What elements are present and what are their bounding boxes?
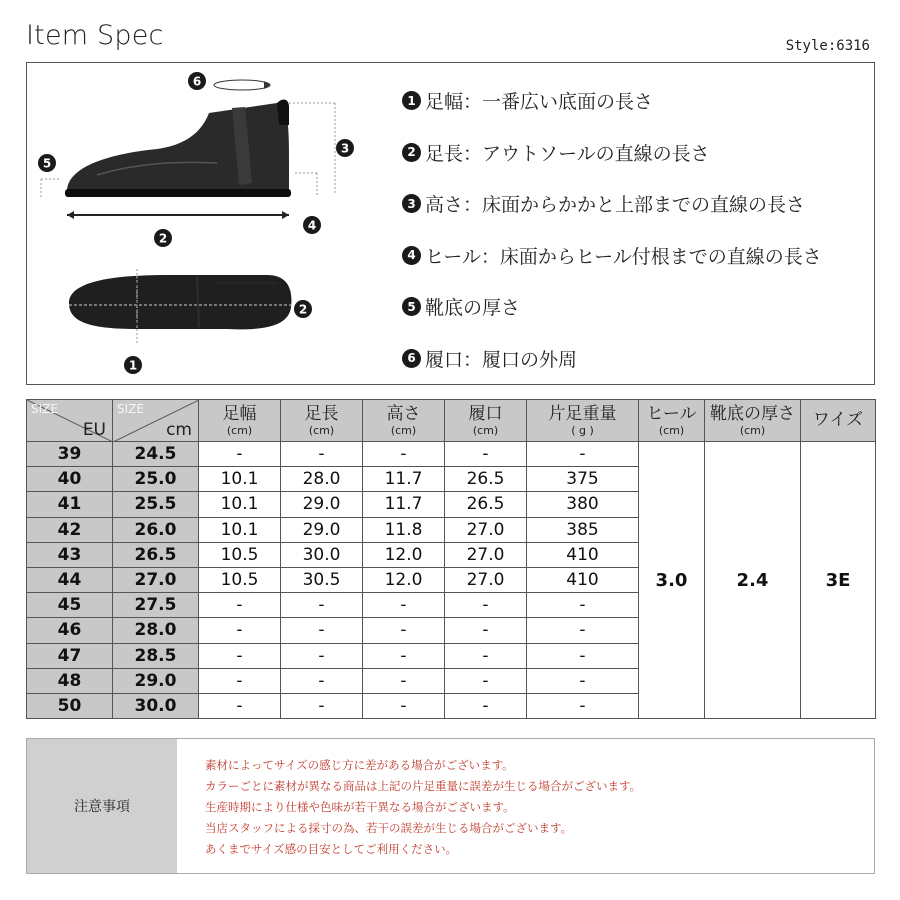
eu-size-cell: 47 xyxy=(27,643,113,668)
column-header: 足長 (cm) xyxy=(281,400,363,442)
column-header: 高さ (cm) xyxy=(363,400,445,442)
table-cell: 10.5 xyxy=(199,567,281,592)
table-cell: - xyxy=(199,593,281,618)
table-cell: 11.8 xyxy=(363,517,445,542)
table-cell: - xyxy=(445,618,527,643)
table-cell: - xyxy=(527,618,639,643)
svg-text:1: 1 xyxy=(128,358,138,373)
notes-body xyxy=(177,739,874,873)
style-code: Style:6316 xyxy=(785,38,870,54)
eu-size-cell: 50 xyxy=(27,693,113,718)
cm-size-cell: 27.0 xyxy=(113,567,199,592)
table-cell: - xyxy=(199,618,281,643)
eu-size-cell: 41 xyxy=(27,492,113,517)
table-cell: - xyxy=(527,693,639,718)
table-cell: 10.1 xyxy=(199,467,281,492)
table-cell: 11.7 xyxy=(363,492,445,517)
number-badge: 3 xyxy=(402,194,421,213)
table-cell: 27.0 xyxy=(445,567,527,592)
table-cell: 375 xyxy=(527,467,639,492)
legend-item xyxy=(402,281,872,333)
note-line: 素材によってサイズの感じ方に差がある場合がございます。 xyxy=(205,758,514,772)
cm-size-cell: 24.5 xyxy=(113,442,199,467)
cm-size-header: SIZE cm xyxy=(113,400,199,442)
svg-text:4: 4 xyxy=(307,218,317,233)
number-badge: 6 xyxy=(402,349,421,368)
table-cell: - xyxy=(527,668,639,693)
column-header: 履口 (cm) xyxy=(445,400,527,442)
table-cell: 30.5 xyxy=(281,567,363,592)
table-cell: - xyxy=(363,668,445,693)
legend-text: 高さ：床面からかかと上部までの直線の長さ xyxy=(425,194,806,217)
cm-size-cell: 25.0 xyxy=(113,467,199,492)
eu-size-cell: 44 xyxy=(27,567,113,592)
table-cell: - xyxy=(527,442,639,467)
table-header-row xyxy=(27,400,876,442)
table-cell: 26.5 xyxy=(445,492,527,517)
table-cell: 28.0 xyxy=(281,467,363,492)
table-cell: 10.1 xyxy=(199,492,281,517)
table-cell: 10.5 xyxy=(199,542,281,567)
legend-item xyxy=(402,333,872,385)
table-cell: - xyxy=(281,593,363,618)
table-cell: - xyxy=(199,693,281,718)
table-cell: - xyxy=(445,593,527,618)
notes-label: 注意事項 xyxy=(27,739,177,873)
width-cell: 3E xyxy=(801,442,876,719)
svg-text:2: 2 xyxy=(298,302,308,317)
eu-size-cell: 42 xyxy=(27,517,113,542)
table-cell: 29.0 xyxy=(281,492,363,517)
table-cell: - xyxy=(281,643,363,668)
legend-text: 履口：履口の外周 xyxy=(425,348,578,371)
cm-size-cell: 28.0 xyxy=(113,618,199,643)
table-cell: 11.7 xyxy=(363,467,445,492)
column-header: ヒール (cm) xyxy=(639,400,705,442)
eu-size-header: SIZE EU xyxy=(27,400,113,442)
table-cell: - xyxy=(199,668,281,693)
table-cell: 10.1 xyxy=(199,517,281,542)
legend-item xyxy=(402,127,872,179)
note-line: 当店スタッフによる採寸の為、若干の誤差が生じる場合がございます。 xyxy=(205,821,573,835)
measurement-legend xyxy=(402,75,872,384)
table-row xyxy=(27,442,876,467)
svg-text:2: 2 xyxy=(158,231,168,246)
column-header: ワイズ xyxy=(801,400,876,442)
heel-cell: 3.0 xyxy=(639,442,705,719)
spec-diagram-box xyxy=(26,62,875,385)
eu-size-cell: 43 xyxy=(27,542,113,567)
eu-size-cell: 39 xyxy=(27,442,113,467)
shoe-sole-view xyxy=(69,275,291,329)
cm-size-cell: 28.5 xyxy=(113,643,199,668)
table-cell: - xyxy=(445,668,527,693)
eu-size-cell: 46 xyxy=(27,618,113,643)
note-line: あくまでサイズ感の目安としてご利用ください。 xyxy=(205,842,458,856)
table-cell: 27.0 xyxy=(445,542,527,567)
cm-size-cell: 27.5 xyxy=(113,593,199,618)
table-cell: 29.0 xyxy=(281,517,363,542)
legend-text: 靴底の厚さ xyxy=(425,297,521,320)
shoe-side-view xyxy=(65,100,291,197)
column-header: 足幅 (cm) xyxy=(199,400,281,442)
table-cell: - xyxy=(281,618,363,643)
table-cell: 410 xyxy=(527,542,639,567)
table-cell: 12.0 xyxy=(363,567,445,592)
table-cell: - xyxy=(363,643,445,668)
legend-text: ヒール：床面からヒール付根までの直線の長さ xyxy=(425,245,822,268)
table-cell: - xyxy=(363,618,445,643)
column-header: 片足重量 ( g ) xyxy=(527,400,639,442)
table-cell: 385 xyxy=(527,517,639,542)
table-cell: 26.5 xyxy=(445,467,527,492)
table-cell: - xyxy=(363,442,445,467)
table-cell: - xyxy=(199,643,281,668)
table-cell: - xyxy=(527,593,639,618)
note-line: カラーごとに素材が異なる商品は上記の片足重量に誤差が生じる場合がございます。 xyxy=(205,779,642,793)
cm-size-cell: 29.0 xyxy=(113,668,199,693)
notes-box xyxy=(26,738,875,874)
table-cell: 12.0 xyxy=(363,542,445,567)
page-title: Item Spec xyxy=(26,20,164,51)
number-badge: 1 xyxy=(402,91,421,110)
legend-item xyxy=(402,75,872,127)
table-cell: - xyxy=(281,442,363,467)
table-cell: - xyxy=(445,693,527,718)
svg-text:3: 3 xyxy=(340,141,350,156)
svg-text:6: 6 xyxy=(192,74,202,89)
table-cell: - xyxy=(199,442,281,467)
number-badge: 5 xyxy=(402,297,421,316)
sole-thickness-cell: 2.4 xyxy=(705,442,801,719)
eu-size-cell: 45 xyxy=(27,593,113,618)
table-cell: - xyxy=(281,693,363,718)
table-cell: - xyxy=(363,693,445,718)
table-cell: - xyxy=(445,643,527,668)
eu-size-cell: 40 xyxy=(27,467,113,492)
table-cell: - xyxy=(363,593,445,618)
table-cell: 30.0 xyxy=(281,542,363,567)
cm-size-cell: 25.5 xyxy=(113,492,199,517)
eu-size-cell: 48 xyxy=(27,668,113,693)
number-badge: 2 xyxy=(402,143,421,162)
table-cell: - xyxy=(281,668,363,693)
table-cell: 410 xyxy=(527,567,639,592)
legend-item xyxy=(402,178,872,230)
shoe-illustration xyxy=(27,63,387,385)
svg-text:5: 5 xyxy=(42,156,52,171)
note-line: 生産時期により仕様や色味が若干異なる場合がございます。 xyxy=(205,800,515,814)
cm-size-cell: 26.0 xyxy=(113,517,199,542)
legend-item xyxy=(402,230,872,282)
column-header: 靴底の厚さ (cm) xyxy=(705,400,801,442)
table-cell: - xyxy=(527,643,639,668)
table-cell: 27.0 xyxy=(445,517,527,542)
legend-text: 足長：アウトソールの直線の長さ xyxy=(425,142,710,165)
cm-size-cell: 30.0 xyxy=(113,693,199,718)
cm-size-cell: 26.5 xyxy=(113,542,199,567)
legend-text: 足幅：一番広い底面の長さ xyxy=(425,91,654,114)
table-cell: - xyxy=(445,442,527,467)
size-table xyxy=(26,399,876,719)
number-badge: 4 xyxy=(402,246,421,265)
table-cell: 380 xyxy=(527,492,639,517)
